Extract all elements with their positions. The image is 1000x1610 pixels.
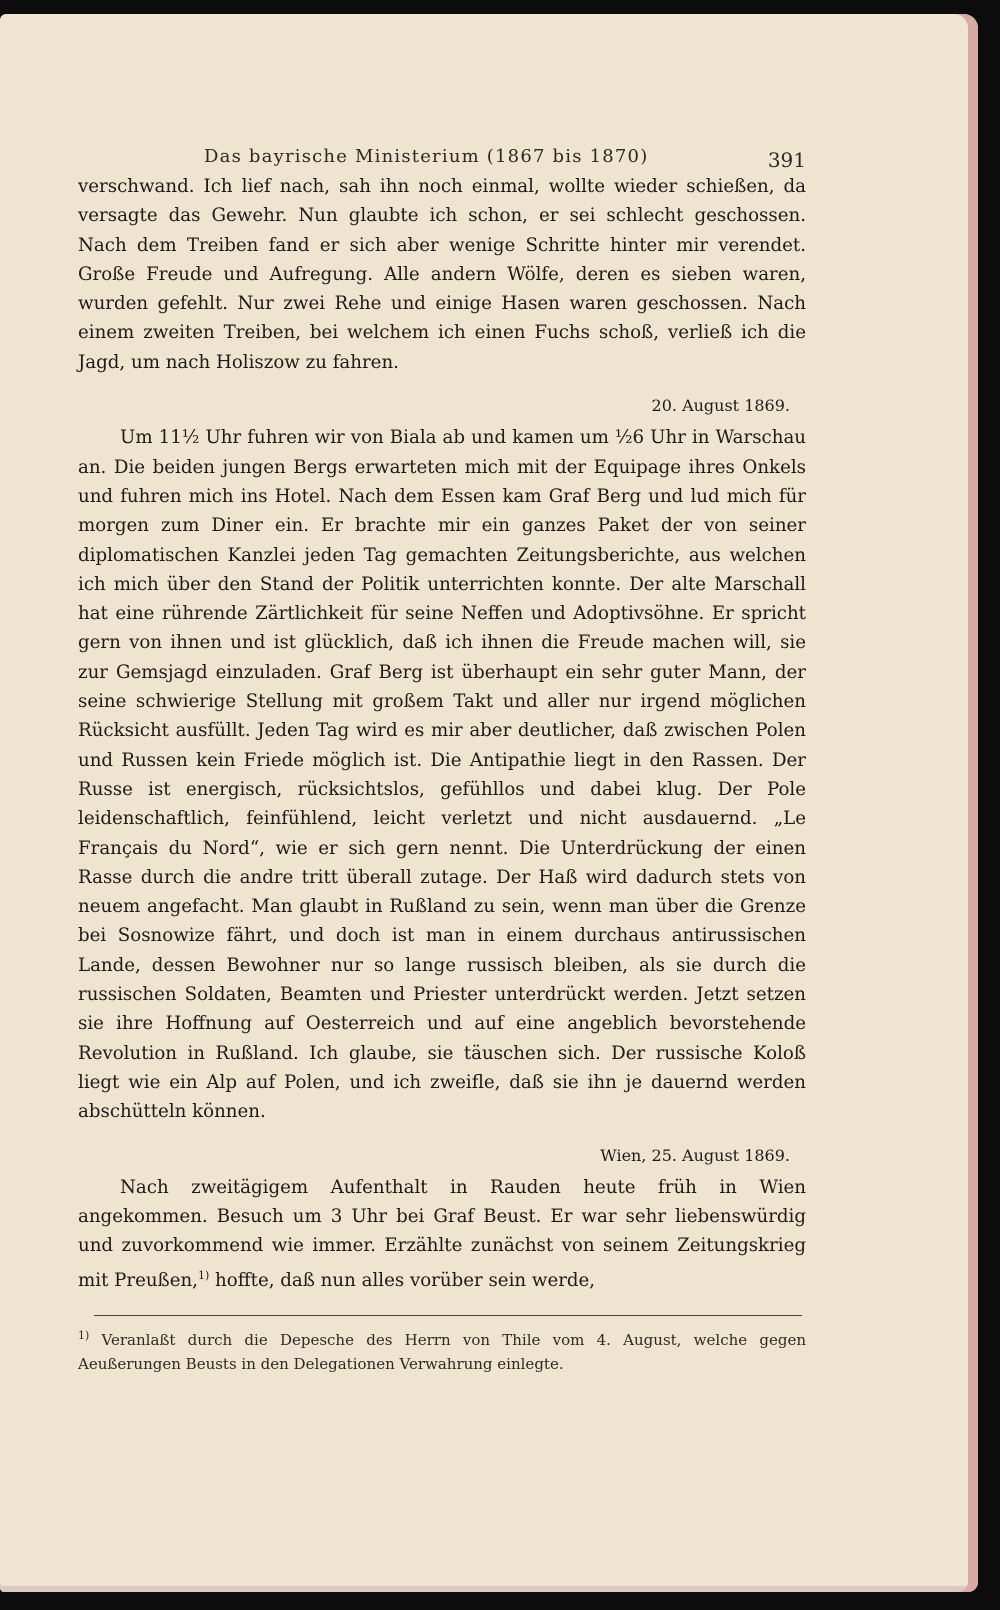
book-page bbox=[0, 14, 978, 1592]
paragraph-3-text-b: hoffte, daß nun alles vorüber sein werde, bbox=[209, 1269, 596, 1291]
footnote-reference[interactable]: 1) bbox=[197, 1268, 210, 1282]
running-title: Das bayrische Ministerium (1867 bis 1870) bbox=[204, 146, 649, 167]
dateline-1: 20. August 1869. bbox=[651, 396, 790, 416]
footnote-mark: 1) bbox=[78, 1329, 90, 1343]
running-head bbox=[78, 132, 806, 172]
paragraph-3-text-a: Nach zweitägigem Aufenthalt in Rauden heute früh in Wien angekommen. Besuch um 3 Uhr bei Graf Beust. Er war sehr liebenswürdig und zuvorkommend wie immer. Erzählte zunächst von seinem Zeitungskrieg mit Preußen, bbox=[78, 1176, 806, 1291]
paragraph-2: Um 11½ Uhr fuhren wir von Biala ab und kamen um ½6 Uhr in Warschau an. Die beiden jungen Bergs erwarteten mich mit der Equipage ihres Onkels und fuhren mich ins Hotel. Nach dem Essen kam Graf Berg und lud mich für morgen zum Diner ein. Er brachte mir ein ganzes Paket der von seiner diplomatischen Kanzlei jeden Tag gemachten Zeitungsberichte, aus welchen ich mich über den Stand der Politik unterrichten konnte. Der alte Marschall hat eine rührende Zärtlichkeit für seine Neffen und Adoptivsöhne. Er spricht gern von ihnen und ist glücklich, daß ich ihnen die Freude machen will, sie zur Gemsjagd einzuladen. Graf Berg ist überhaupt ein sehr guter Mann, der seine schwierige Stellung mit großem Takt und aller nur irgend möglichen Rücksicht ausfüllt. Jeden Tag wird es mir aber deutlicher, daß zwischen Polen und Russen kein Friede möglich ist. Die Antipathie liegt in den Rassen. Der Russe ist energisch, rücksichtslos, gefühllos und dabei klug. Der Pole leidenschaftlich, feinfühlend, leicht verletzt und nicht ausdauernd. „Le Français du Nord“, wie er sich gern nennt. Die Unterdrückung der einen Rasse durch die andre tritt überall zutage. Der Haß wird dadurch stets von neuem angefacht. Man glaubt in Rußland zu sein, wenn man über die Grenze bei Sosnowize fährt, und doch ist man in einem durchaus antirussischen Lande, dessen Bewohner nur so lange russisch bleiben, als sie durch die russischen Soldaten, Beamten und Priester unterdrückt werden. Jetzt setzen sie ihre Hoffnung auf Oesterreich und auf eine angeblich bevorstehende Revolution in Rußland. Ich glaube, sie täuschen sich. Der russische Koloß liegt wie ein Alp auf Polen, und ich zweifle, daß sie ihn je dauernd werden abschütteln können. bbox=[78, 427, 806, 1123]
footnote-text: Veranlaßt durch die Depesche des Herrn von Thile vom 4. August, welche gegen Aeußerungen Beusts in den Delegationen Verwahrung einlegte. bbox=[78, 1331, 806, 1374]
footnote bbox=[78, 1324, 806, 1376]
page-content bbox=[78, 132, 806, 1376]
body-text bbox=[78, 172, 806, 1295]
paragraph-3 bbox=[78, 1173, 806, 1295]
paragraph-1: verschwand. Ich lief nach, sah ihn noch einmal, wollte wieder schießen, da versagte das Gewehr. Nun glaubte ich schon, er sei schlecht geschossen. Nach dem Treiben fand er sich aber wenige Schritte hinter mir verendet. Große Freude und Aufregung. Alle andern Wölfe, deren es sieben waren, wurden gefehlt. Nur zwei Rehe und einige Hasen waren geschossen. Nach einem zweiten Treiben, bei welchem ich einen Fuchs schoß, verließ ich die Jagd, um nach Holiszow zu fahren. bbox=[78, 176, 806, 373]
page-number: 391 bbox=[767, 148, 806, 172]
dateline-2: Wien, 25. August 1869. bbox=[600, 1145, 790, 1165]
footnote-divider bbox=[94, 1315, 802, 1316]
